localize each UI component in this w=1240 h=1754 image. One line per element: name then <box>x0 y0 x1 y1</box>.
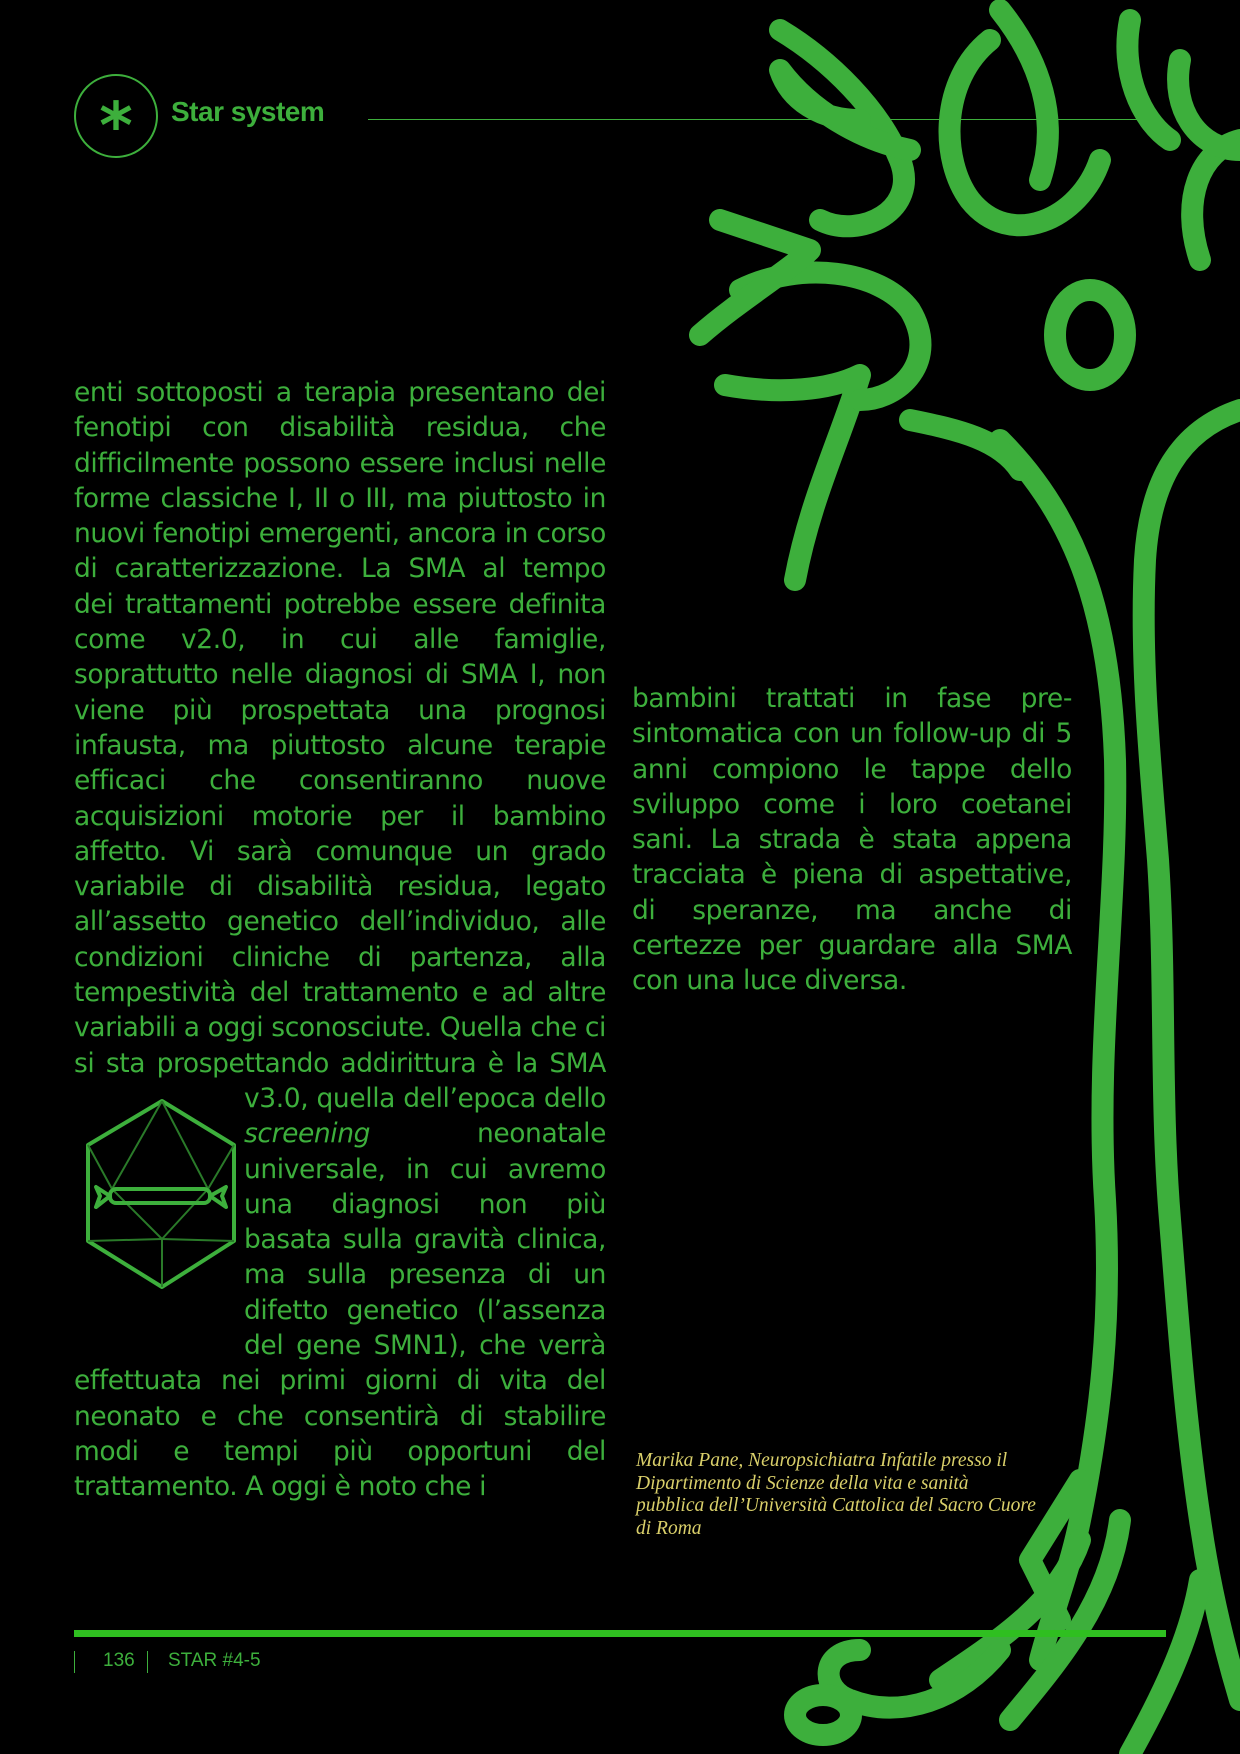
footer-divider <box>74 1630 1166 1637</box>
footer-separator-left <box>74 1651 75 1673</box>
section-title: Star system <box>171 96 325 127</box>
footer-separator-middle <box>147 1651 148 1673</box>
left-column-paragraph <box>74 375 606 1505</box>
asterisk-icon: * <box>99 90 133 164</box>
tree-root-ring <box>795 1695 851 1735</box>
page-number: 136 <box>103 1650 135 1671</box>
icosahedron-molecule-icon <box>74 1089 244 1347</box>
branch-link <box>910 420 1020 470</box>
article-left-column <box>74 375 606 1505</box>
section-badge <box>74 74 158 164</box>
branch-zero-ring <box>1055 290 1125 380</box>
left-column-text-bottom: neonatale universale, in cui avremo una diagnosi non più basata sulla gravità clinica, ma sulla presenza di un difetto genetico (l’assenza del gene SMN1), che verrà effettuata nei primi giorni di vita del neonato e che consentirà di stabilire modi e tempi più opportuni del trattamento. A oggi è noto che i <box>74 1118 606 1503</box>
right-column-paragraph: bambini trattati in fase pre-sintomatica con un follow-up di 5 anni compiono le tappe dello sviluppo come i loro coetanei sani. La strada è stata appena tracciata è piena di aspettative, di speranze, ma anche di certezze per guardare alla SMA con una luce diversa. <box>632 683 1072 997</box>
branch-7-lower <box>725 375 860 580</box>
left-column-italic-term: screening <box>244 1118 371 1150</box>
header-divider <box>368 119 1146 120</box>
tree-trunk-right <box>1144 410 1240 1700</box>
branch-top-right-2 <box>1127 20 1170 140</box>
left-column-text-top: enti sottoposti a terapia presentano dei fenotipi con disabilità residua, che difficilmente possono essere inclusi nelle forme classiche I, II o III, ma piuttosto in nuovi fenotipi emergenti, ancora in corso di caratterizzazione. La SMA al tempo dei trattamenti potrebbe essere definita come v2.0, in cui alle famiglie, soprattutto nelle diagnosi di SMA I, non viene più prospettata una prognosi infausta, ma piuttosto alcune terapie efficaci che consentiranno nuove acquisizioni motorie per il bambino affetto. Vi sarà comunque un grado variabile di disabilità residua, legato all’assetto genetico dell’individuo, alle condizioni cliniche di partenza, alla tempestività del trattamento e ad altre variabili a oggi sconosciute. Quella che ci si sta prospettando addirittura è la SMA v3.0, quella dell’epoca dello <box>74 377 606 1114</box>
branch-swirl-3 <box>1000 10 1048 180</box>
article-right-column <box>632 681 1072 999</box>
author-credit: Marika Pane, Neuropsichiatra Infatile presso il Dipartimento di Scienze della vita e sanità pubblica dell’Università Cattolica del Sacro Cuore di Roma <box>636 1450 1036 1539</box>
tree-root-3 <box>1130 1580 1200 1754</box>
issue-label: STAR #4-5 <box>168 1650 261 1671</box>
